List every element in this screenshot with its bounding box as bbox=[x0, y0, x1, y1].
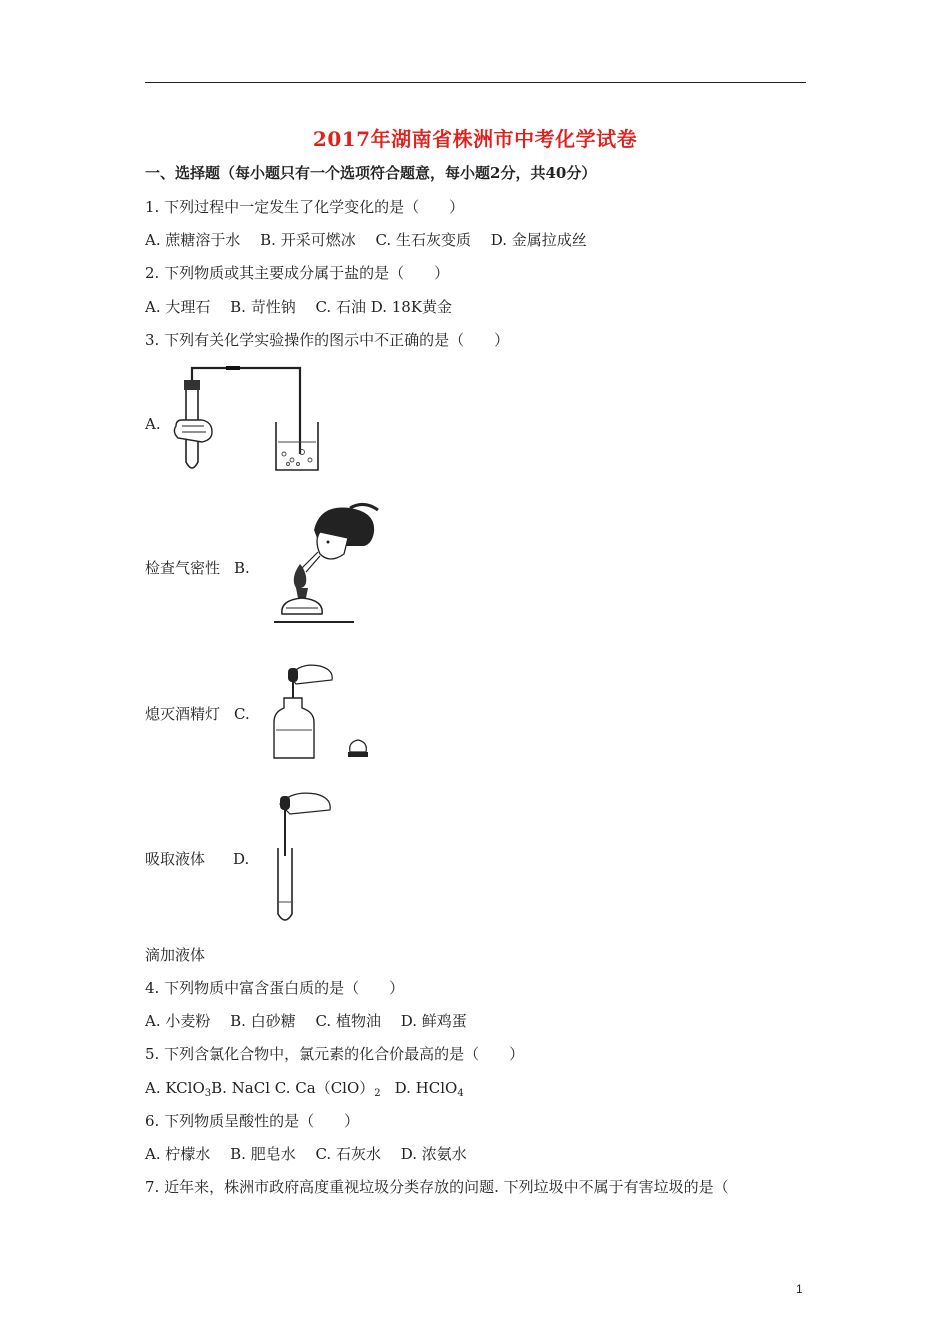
option-b-c-formula: B. NaCl C. Ca（ClO） bbox=[211, 1079, 375, 1097]
option-c-row bbox=[145, 704, 250, 724]
option-d-formula: D. HClO bbox=[394, 1079, 458, 1097]
question-2-options: A. 大理石 B. 苛性钠 C. 石油 D. 18K黄金 bbox=[145, 298, 453, 316]
question-2-stem: 2. 下列物质或其主要成分属于盐的是（ ） bbox=[145, 264, 450, 282]
option-d-caption: 滴加液体 bbox=[145, 946, 206, 964]
question-7-stem: 7. 近年来，株洲市政府高度重视垃圾分类存放的问题. 下列垃圾中不属于有害垃圾的是（ bbox=[145, 1178, 729, 1196]
question-6-stem: 6. 下列物质呈酸性的是（ ） bbox=[145, 1112, 360, 1130]
option-d-row bbox=[145, 849, 249, 869]
question-5-stem: 5. 下列含氯化合物中，氯元素的化合价最高的是（ ） bbox=[145, 1045, 525, 1063]
question-6-options: A. 柠檬水 B. 肥皂水 C. 石灰水 D. 浓氨水 bbox=[145, 1145, 467, 1163]
subscript: 2 bbox=[374, 1088, 381, 1099]
section-heading: 一、选择题（每小题只有一个选项符合题意，每小题2分，共40分） bbox=[145, 164, 597, 182]
header-rule bbox=[145, 82, 806, 83]
figure-airtightness-check bbox=[168, 362, 328, 480]
question-1-options: A. 蔗糖溶于水 B. 开采可燃冰 C. 生石灰变质 D. 金属拉成丝 bbox=[145, 231, 587, 249]
option-a-label: A. bbox=[145, 415, 161, 433]
option-b-row bbox=[145, 558, 250, 578]
question-4-stem: 4. 下列物质中富含蛋白质的是（ ） bbox=[145, 979, 405, 997]
subscript: 4 bbox=[457, 1088, 464, 1099]
option-c-caption: 吸取液体 bbox=[145, 850, 206, 868]
option-a-caption: 检查气密性 bbox=[145, 559, 221, 577]
question-5-options bbox=[145, 1078, 464, 1104]
question-1-stem: 1. 下列过程中一定发生了化学变化的是（ ） bbox=[145, 198, 465, 216]
page-title: 2017年湖南省株洲市中考化学试卷 bbox=[312, 127, 638, 151]
option-b-caption: 熄灭酒精灯 bbox=[145, 705, 221, 723]
subscript: 3 bbox=[204, 1088, 212, 1099]
option-c-label: C. bbox=[234, 705, 250, 723]
option-b-label: B. bbox=[234, 559, 250, 577]
option-d-label: D. bbox=[233, 850, 250, 868]
question-3-stem: 3. 下列有关化学实验操作的图示中不正确的是（ ） bbox=[145, 331, 510, 349]
page-number: 1 bbox=[796, 1282, 803, 1296]
figure-blowing-out-alcohol-lamp bbox=[274, 502, 384, 626]
figure-dropper-in-bottle bbox=[270, 658, 380, 762]
figure-dropper-into-test-tube bbox=[272, 790, 342, 930]
option-a-formula: A. KClO bbox=[145, 1079, 205, 1097]
question-4-options: A. 小麦粉 B. 白砂糖 C. 植物油 D. 鲜鸡蛋 bbox=[145, 1012, 467, 1030]
